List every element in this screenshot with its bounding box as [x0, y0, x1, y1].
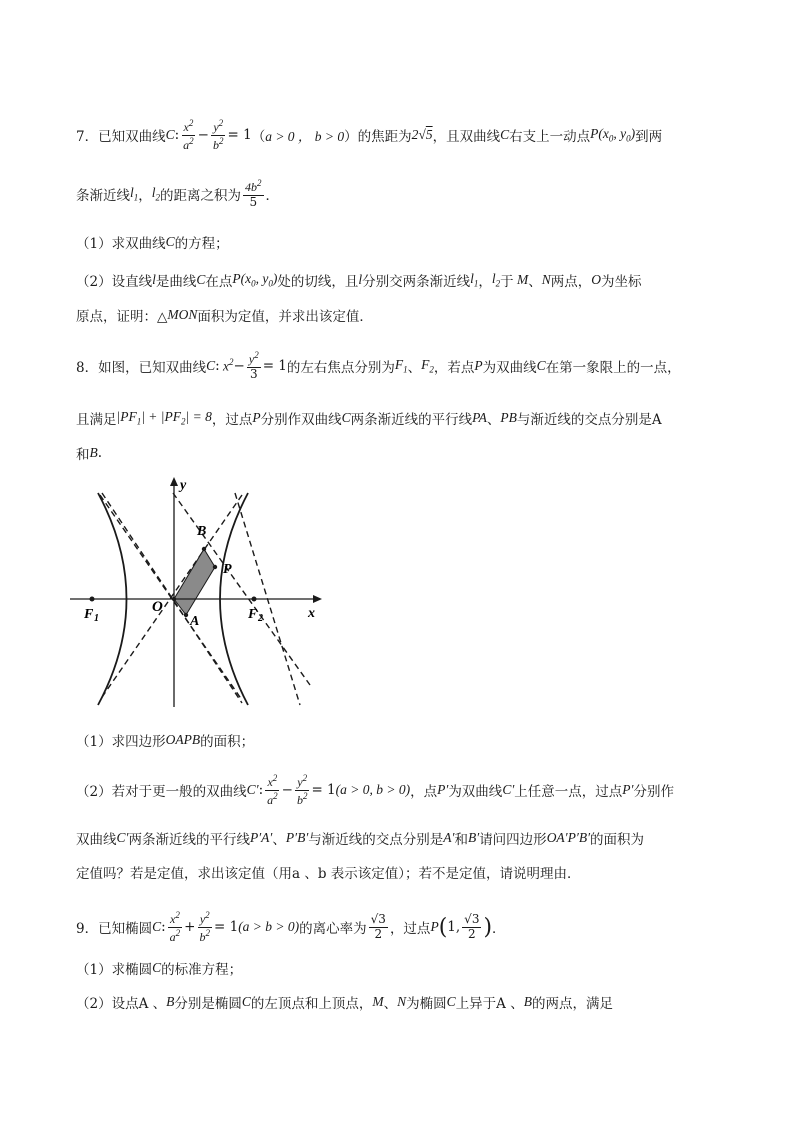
q8-text: 和: [76, 447, 90, 463]
q7-text: 条渐近线: [76, 187, 130, 204]
q8-part2-line3: [76, 862, 581, 882]
q7-part2-text: （2）设直线: [76, 274, 153, 290]
q7-line1: 7．已知双曲线 C : $\frac{x^2}{a^2}$ − $\frac{y^2}{b^2}$ = 1 （ a > 0 ， b > 0 ）的焦距为 2√5 ，且双曲线 C 右支上一动点 $P(x_0$, $y_0$) 到两: [76, 118, 663, 152]
q7-part2-text: 为坐标: [601, 274, 642, 290]
q8-part2-text: 双曲线: [76, 832, 117, 848]
label-F2: F: [248, 607, 258, 622]
point-F1: [90, 597, 95, 602]
q9-part1: （1）求椭圆 C 的标准方程；: [76, 960, 243, 978]
q7-line2: 条渐近线 $l_1$ ， $l_2$ 的距离之积为 $\frac{4b^2}{5}$ ．: [76, 178, 280, 209]
label-O: O: [152, 599, 163, 615]
point-O: [172, 597, 176, 601]
q7-part2-line2: 原点，证明：△ MON 面积为定值，并求出该定值．: [76, 307, 373, 325]
q7-part1-text: （1）求双曲线: [76, 236, 166, 252]
q7-text: （: [251, 129, 266, 146]
q7-text: ，且双曲线: [432, 129, 501, 146]
q8-text: ，过点: [211, 412, 253, 428]
label-F1: F: [84, 607, 94, 622]
q8-part2-text: （2）若对于更一般的双曲线: [76, 784, 247, 801]
q9-part1-text: 的标准方程；: [161, 962, 243, 978]
point-F2: [252, 597, 257, 602]
q7-part2-text: 处的切线，且: [277, 274, 359, 290]
q9-text: 9．已知椭圆: [76, 921, 153, 938]
q8-part1-text: 的面积；: [200, 734, 255, 750]
label-F2-sub: 2: [258, 613, 263, 624]
q8-part2-text: 请问四边形: [479, 832, 547, 848]
q7-part1-text: 的方程；: [174, 236, 229, 252]
q8-text: 分别作双曲线: [260, 412, 342, 428]
point-B: [202, 547, 206, 551]
q7-part2-text: 于: [500, 274, 514, 290]
q7-part2-text: 分别交两条渐近线: [362, 274, 471, 290]
q9-part2-text: 的左顶点和上顶点，: [250, 996, 373, 1012]
q8-part2-text: 为双曲线: [448, 784, 503, 801]
label-F1-sub: 1: [94, 613, 99, 624]
q8-text: 且满足: [76, 412, 117, 428]
q7-part2-text: 在点: [205, 274, 233, 290]
q8-part1-text: （1）求四边形: [76, 734, 166, 750]
q8-part2-text: 定值吗？若是定值，求出该定值（用a 、b 表示该定值）；若不是定值，请说明理由．: [76, 866, 581, 882]
point-A: [184, 613, 188, 617]
q8-text: ，若点: [433, 359, 475, 376]
q9-part2-text: （2）设点A 、: [76, 996, 167, 1012]
q9-line1: 9．已知椭圆 C : $\frac{x^2}{a^2}$ + $\frac{y^2}{b^2}$ = 1 (a > b > 0) 的离心率为 $\frac{√3}{2}$ ，过点 P ( 1, $\frac{√3}{2}$ ) ．: [76, 910, 506, 944]
q8-text: 为双曲线: [482, 359, 537, 376]
label-B: B: [197, 524, 207, 539]
q9-part1-text: （1）求椭圆: [76, 962, 153, 978]
q8-part2-line2: 双曲线 C′ 两条渐近线的平行线 P′A′ 、 P′B′ 与渐近线的交点分别是 A′ 和 B′ 请问四边形 OA′P′B′ 的面积为: [76, 830, 645, 848]
q8-text: 8．如图，已知双曲线: [76, 359, 207, 376]
q8-part2-text: 两条渐近线的平行线: [128, 832, 250, 848]
q8-line1: 8．如图，已知双曲线 C : $x^2$ − $\frac{y^2}{3}$ = 1 的左右焦点分别为 $F_1$ 、 $F_2$ ，若点 P 为双曲线 C 在第一象限上的一点，: [76, 350, 681, 381]
q9-part2: （2）设点A 、 B 分别是椭圆 C 的左顶点和上顶点， M 、 N 为椭圆 C 上异于A 、 B 的两点，满足: [76, 994, 613, 1012]
point-P: [213, 565, 217, 569]
label-x: x: [308, 606, 315, 621]
q8-part1: （1）求四边形 OAPB 的面积；: [76, 732, 255, 750]
y-axis-arrow: [170, 477, 178, 486]
q7-part1: （1）求双曲线 C 的方程；: [76, 234, 229, 252]
label-A: A: [190, 614, 200, 629]
x-axis-arrow: [313, 595, 322, 603]
q7-text: 7．已知双曲线: [76, 129, 166, 146]
q8-text: 在第一象限上的一点，: [545, 359, 681, 376]
q7-text: 右支上一动点: [509, 129, 591, 146]
q7-part2-text: 面积为定值，并求出该定值．: [197, 309, 373, 325]
label-y: y: [180, 478, 187, 493]
q9-part2-text: 上异于A 、: [455, 996, 524, 1012]
q8-line2: 且满足 $|PF_1| + |PF_2| = 8$ ，过点 P 分别作双曲线 C 两条渐近线的平行线 PA 、 PB 与渐近线的交点分别是A: [76, 409, 662, 428]
q8-line3: 和 B .: [76, 445, 103, 463]
q9-part2-text: 为椭圆: [406, 996, 447, 1012]
q8-part2-text: 与渐近线的交点分别是: [308, 832, 444, 848]
q8-part2-text: 的面积为: [590, 832, 645, 848]
q9-part2-text: 分别是椭圆: [174, 996, 242, 1012]
q8-part2: （2）若对于更一般的双曲线 C′ : $\frac{x^2}{a^2}$ − $\frac{y^2}{b^2}$ = 1 (a > 0, b > 0) ，点 P′ 为双曲线 C′ 上任意一点，过点 P′ 分别作: [76, 773, 674, 807]
q9-text: ，过点: [389, 921, 431, 938]
label-P: P: [223, 562, 232, 577]
hyperbola-figure: [70, 475, 330, 710]
q8-text: 与渐近线的交点分别是A: [516, 412, 662, 428]
q8-part2-text: 上任意一点，过点: [514, 784, 623, 801]
q9-text: 的离心率为: [299, 921, 367, 938]
q7-text: 到两: [635, 129, 663, 146]
q8-text: 两条渐近线的平行线: [350, 412, 473, 428]
q7-part2: （2）设直线 l 是曲线 C 在点 $P(x_0$, $y_0$) 处的切线，且 l 分别交两条渐近线 $l_1$ ， $l_2$ 于 M 、 N 两点， O 为坐标: [76, 271, 642, 290]
q7-text: 的距离之积为: [160, 187, 242, 204]
q7-part2-text: 两点，: [550, 274, 592, 290]
q8-part2-text: 分别作: [633, 784, 674, 801]
q7-condition: a > 0 ， b > 0: [265, 129, 345, 145]
q8-part2-text: ，点: [410, 784, 438, 801]
q8-text: 的左右焦点分别为: [286, 359, 395, 376]
q7-text: ）的焦距为: [344, 129, 412, 146]
q9-part2-text: 的两点，满足: [531, 996, 613, 1012]
q7-part2-text: 是曲线: [155, 274, 197, 290]
q7-part2-text: 原点，证明：△: [76, 309, 168, 325]
